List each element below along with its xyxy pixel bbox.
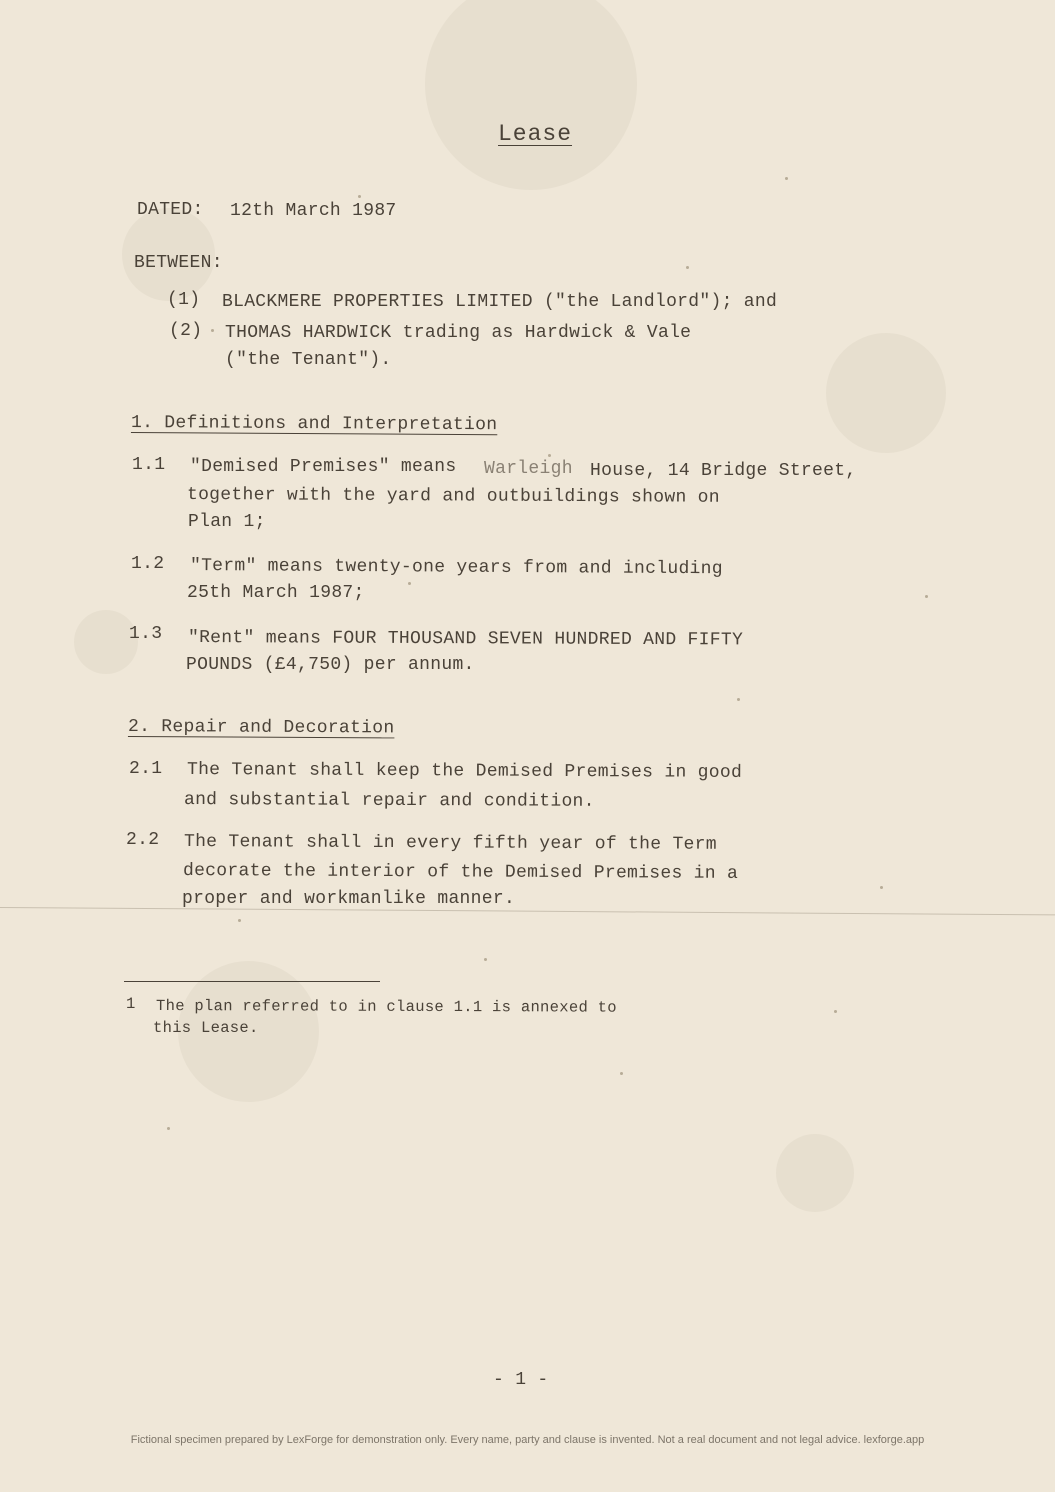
paper-speck [358, 195, 361, 198]
paper-speck [686, 266, 689, 269]
dated-value: 12th March 1987 [230, 201, 397, 221]
paper-speck [834, 1010, 837, 1013]
clause-text: House, 14 Bridge Street, [590, 461, 857, 481]
paper-speck [211, 329, 214, 332]
clause-text: "Term" means twenty-one years from and including [189, 556, 723, 580]
party-number: (1) [167, 290, 201, 310]
clause-text: decorate the interior of the Demised Premises in a [182, 861, 739, 884]
paper-speck [925, 595, 928, 598]
footnote-rule [124, 981, 380, 982]
party-number: (2) [169, 321, 203, 341]
paper-speck [484, 958, 487, 961]
paper-stain [425, 0, 637, 190]
clause-text: and substantial repair and condition. [183, 790, 595, 812]
clause-number: 1.3 [129, 624, 163, 644]
party-text: BLACKMERE PROPERTIES LIMITED ("the Landlord"); and [222, 292, 778, 312]
paper-stain [776, 1134, 854, 1212]
paper-speck [737, 698, 740, 701]
footnote-text: The plan referred to in clause 1.1 is annexed to [155, 997, 617, 1017]
clause-text: POUNDS (£4,750) per annum. [186, 655, 475, 675]
paper-speck [408, 582, 411, 585]
section-heading: 2. Repair and Decoration [127, 717, 395, 739]
between-label: BETWEEN: [134, 253, 223, 273]
party-text: THOMAS HARDWICK trading as Hardwick & Vale [225, 323, 692, 343]
paper-stain [826, 333, 946, 453]
clause-text: The Tenant shall keep the Demised Premises in good [186, 760, 743, 783]
disclaimer: Fictional specimen prepared by LexForge for demonstration only. Every name, party and clause is invented. Not a real document and not legal advice. lexforge.app [130, 1434, 925, 1446]
clause-text: "Demised Premises" means [190, 457, 457, 477]
party-text: ("the Tenant"). [225, 350, 392, 370]
clause-text: Plan 1; [188, 512, 266, 532]
paper-speck [620, 1072, 623, 1075]
section-heading: 1. Definitions and Interpretation [130, 413, 498, 436]
clause-text: together with the yard and outbuildings shown on [186, 485, 720, 508]
paper-speck [167, 1127, 170, 1130]
paper-speck [880, 886, 883, 889]
clause-number: 1.2 [131, 554, 165, 574]
paper-fold-line [0, 907, 1055, 915]
footnote-text: this Lease. [153, 1019, 259, 1037]
clause-number: 2.1 [129, 759, 163, 779]
page-number: - 1 - [493, 1370, 549, 1390]
clause-text: proper and workmanlike manner. [182, 889, 516, 909]
clause-text: The Tenant shall in every fifth year of the Term [183, 832, 717, 855]
document-title: Lease [498, 121, 573, 147]
paper-speck [548, 454, 551, 457]
clause-number: 2.2 [126, 830, 160, 850]
clause-number: 1.1 [132, 455, 166, 475]
footnote-number: 1 [126, 995, 136, 1013]
paper-speck [238, 919, 241, 922]
dated-label: DATED: [137, 200, 204, 220]
clause-text: 25th March 1987; [187, 583, 365, 603]
clause-text: "Rent" means FOUR THOUSAND SEVEN HUNDRED AND FIFTY [187, 628, 744, 651]
clause-text: Warleigh [484, 459, 573, 479]
paper-speck [785, 177, 788, 180]
